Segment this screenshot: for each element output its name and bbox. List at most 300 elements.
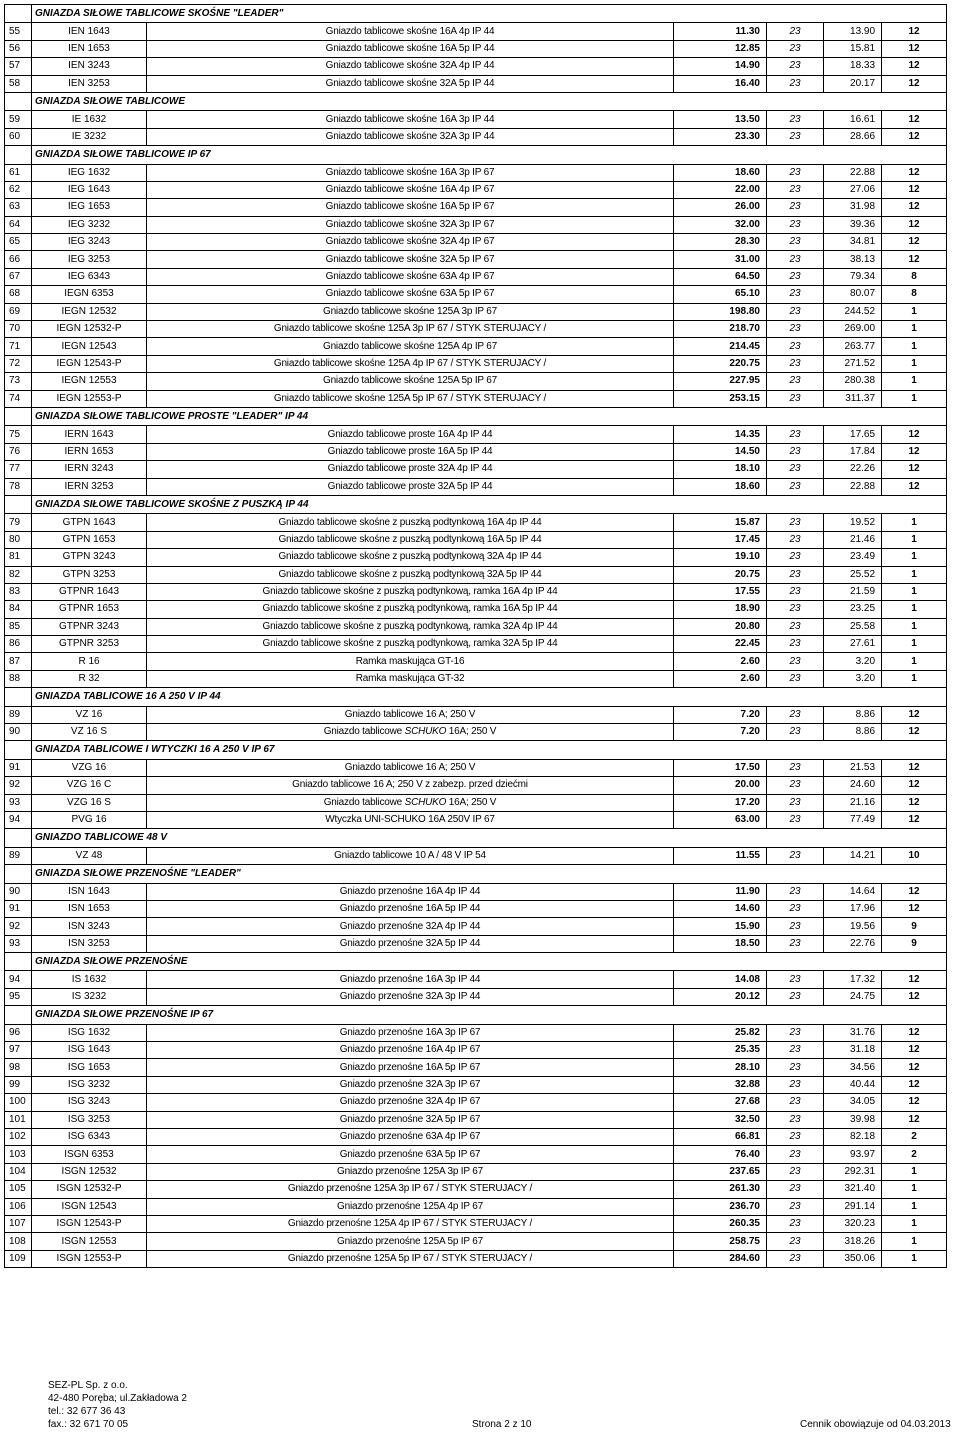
table-row	[5, 1059, 947, 1076]
section-spacer	[5, 829, 32, 847]
gross-price: 27.06	[824, 181, 882, 198]
package-qty: 1	[882, 1198, 947, 1215]
section-spacer	[5, 865, 32, 883]
product-code: ISG 1653	[32, 1059, 147, 1076]
product-description: Gniazdo tablicowe skośne 32A 3p IP 44	[147, 128, 674, 145]
net-price: 7.20	[674, 724, 767, 741]
product-description: Gniazdo tablicowe SCHUKO 16A; 250 V	[147, 794, 674, 811]
package-qty: 12	[882, 883, 947, 900]
footer-page-number: Strona 2 z 10	[472, 1419, 532, 1430]
net-price: 23.30	[674, 128, 767, 145]
gross-price: 24.60	[824, 777, 882, 794]
vat-rate: 23	[767, 75, 824, 92]
gross-price: 17.96	[824, 900, 882, 917]
row-number: 95	[5, 988, 32, 1005]
row-number: 109	[5, 1250, 32, 1267]
product-code: VZ 16 S	[32, 724, 147, 741]
row-number: 94	[5, 971, 32, 988]
net-price: 63.00	[674, 811, 767, 828]
vat-rate: 23	[767, 338, 824, 355]
package-qty: 9	[882, 935, 947, 952]
package-qty: 12	[882, 1094, 947, 1111]
footer-validity: Cennik obowiązuje od 04.03.2013	[800, 1419, 951, 1430]
row-number: 61	[5, 164, 32, 181]
product-description: Gniazdo tablicowe skośne 16A 5p IP 67	[147, 199, 674, 216]
section-header	[5, 829, 947, 847]
product-code: GTPNR 1653	[32, 601, 147, 618]
section-spacer	[5, 953, 32, 971]
product-code: ISGN 12553-P	[32, 1250, 147, 1267]
vat-rate: 23	[767, 514, 824, 531]
section-title: GNIAZDA SIŁOWE PRZENOŚNE IP 67	[32, 1006, 882, 1024]
product-code: IEGN 12543-P	[32, 355, 147, 372]
table-row	[5, 1042, 947, 1059]
product-code: ISN 1643	[32, 883, 147, 900]
table-row	[5, 777, 947, 794]
package-qty: 12	[882, 777, 947, 794]
gross-price: 19.56	[824, 918, 882, 935]
product-code: ISN 3253	[32, 935, 147, 952]
net-price: 7.20	[674, 706, 767, 723]
product-description: Gniazdo tablicowe proste 16A 5p IP 44	[147, 443, 674, 460]
net-price: 220.75	[674, 355, 767, 372]
gross-price: 321.40	[824, 1181, 882, 1198]
section-spacer	[882, 92, 947, 110]
package-qty: 8	[882, 268, 947, 285]
net-price: 28.10	[674, 1059, 767, 1076]
table-row	[5, 443, 947, 460]
product-code: IEGN 12532-P	[32, 321, 147, 338]
vat-rate: 23	[767, 1215, 824, 1232]
product-description: Gniazdo przenośne 125A 5p IP 67	[147, 1233, 674, 1250]
package-qty: 1	[882, 566, 947, 583]
section-header	[5, 741, 947, 759]
gross-price: 24.75	[824, 988, 882, 1005]
vat-rate: 23	[767, 181, 824, 198]
vat-rate: 23	[767, 461, 824, 478]
package-qty: 12	[882, 988, 947, 1005]
gross-price: 93.97	[824, 1146, 882, 1163]
gross-price: 8.86	[824, 724, 882, 741]
net-price: 284.60	[674, 1250, 767, 1267]
net-price: 32.88	[674, 1076, 767, 1093]
product-code: VZG 16 C	[32, 777, 147, 794]
section-spacer	[882, 5, 947, 23]
row-number: 89	[5, 706, 32, 723]
net-price: 11.90	[674, 883, 767, 900]
package-qty: 1	[882, 514, 947, 531]
section-title: GNIAZDA SIŁOWE TABLICOWE SKOŚNE "LEADER"	[32, 5, 882, 23]
net-price: 27.68	[674, 1094, 767, 1111]
net-price: 14.08	[674, 971, 767, 988]
row-number: 90	[5, 883, 32, 900]
vat-rate: 23	[767, 777, 824, 794]
product-description: Gniazdo przenośne 16A 3p IP 67	[147, 1024, 674, 1041]
gross-price: 19.52	[824, 514, 882, 531]
package-qty: 1	[882, 583, 947, 600]
product-code: IEGN 12532	[32, 303, 147, 320]
product-code: IEGN 12543	[32, 338, 147, 355]
package-qty: 12	[882, 1111, 947, 1128]
product-code: IEG 1653	[32, 199, 147, 216]
gross-price: 18.33	[824, 58, 882, 75]
product-description: Gniazdo przenośne 32A 3p IP 44	[147, 988, 674, 1005]
product-code: IEGN 12553	[32, 373, 147, 390]
gross-price: 269.00	[824, 321, 882, 338]
package-qty: 12	[882, 199, 947, 216]
row-number: 85	[5, 618, 32, 635]
product-description: Gniazdo tablicowe skośne z puszką podtynkową 16A 5p IP 44	[147, 531, 674, 548]
gross-price: 82.18	[824, 1129, 882, 1146]
row-number: 96	[5, 1024, 32, 1041]
row-number: 74	[5, 390, 32, 407]
product-code: IEGN 12553-P	[32, 390, 147, 407]
vat-rate: 23	[767, 268, 824, 285]
section-header	[5, 865, 947, 883]
row-number: 82	[5, 566, 32, 583]
package-qty: 1	[882, 1250, 947, 1267]
gross-price: 31.98	[824, 199, 882, 216]
gross-price: 34.05	[824, 1094, 882, 1111]
row-number: 79	[5, 514, 32, 531]
product-description: Gniazdo tablicowe skośne 32A 5p IP 67	[147, 251, 674, 268]
row-number: 66	[5, 251, 32, 268]
product-description: Gniazdo tablicowe skośne z puszką podtynkową, ramka 32A 5p IP 44	[147, 636, 674, 653]
row-number: 105	[5, 1181, 32, 1198]
table-row	[5, 1233, 947, 1250]
gross-price: 291.14	[824, 1198, 882, 1215]
product-description: Gniazdo tablicowe 10 A / 48 V IP 54	[147, 847, 674, 864]
table-row	[5, 216, 947, 233]
product-description: Ramka maskująca GT-16	[147, 653, 674, 670]
section-header	[5, 953, 947, 971]
product-description: Gniazdo tablicowe proste 32A 4p IP 44	[147, 461, 674, 478]
package-qty: 10	[882, 847, 947, 864]
vat-rate: 23	[767, 251, 824, 268]
row-number: 101	[5, 1111, 32, 1128]
row-number: 93	[5, 794, 32, 811]
gross-price: 14.21	[824, 847, 882, 864]
product-code: ISG 1632	[32, 1024, 147, 1041]
gross-price: 21.16	[824, 794, 882, 811]
price-table	[4, 4, 947, 1268]
product-code: ISGN 12532-P	[32, 1181, 147, 1198]
net-price: 32.50	[674, 1111, 767, 1128]
package-qty: 1	[882, 1215, 947, 1232]
product-code: IEG 3253	[32, 251, 147, 268]
product-code: R 32	[32, 670, 147, 687]
product-code: ISGN 12553	[32, 1233, 147, 1250]
package-qty: 12	[882, 75, 947, 92]
net-price: 20.00	[674, 777, 767, 794]
gross-price: 39.36	[824, 216, 882, 233]
net-price: 218.70	[674, 321, 767, 338]
product-description: Gniazdo tablicowe skośne z puszką podtynkową 32A 4p IP 44	[147, 549, 674, 566]
product-description: Gniazdo tablicowe skośne 16A 5p IP 44	[147, 40, 674, 57]
table-row	[5, 531, 947, 548]
vat-rate: 23	[767, 935, 824, 952]
product-code: IEN 1643	[32, 23, 147, 40]
net-price: 236.70	[674, 1198, 767, 1215]
gross-price: 311.37	[824, 390, 882, 407]
product-description: Gniazdo tablicowe skośne 16A 4p IP 67	[147, 181, 674, 198]
vat-rate: 23	[767, 566, 824, 583]
gross-price: 280.38	[824, 373, 882, 390]
product-description: Gniazdo tablicowe skośne z puszką podtynkową, ramka 16A 4p IP 44	[147, 583, 674, 600]
section-header	[5, 5, 947, 23]
row-number: 104	[5, 1163, 32, 1180]
product-code: ISG 3253	[32, 1111, 147, 1128]
net-price: 19.10	[674, 549, 767, 566]
vat-rate: 23	[767, 1042, 824, 1059]
section-spacer	[882, 495, 947, 513]
net-price: 17.55	[674, 583, 767, 600]
vat-rate: 23	[767, 1111, 824, 1128]
table-row	[5, 58, 947, 75]
gross-price: 34.56	[824, 1059, 882, 1076]
package-qty: 12	[882, 40, 947, 57]
net-price: 14.50	[674, 443, 767, 460]
table-row	[5, 40, 947, 57]
table-row	[5, 128, 947, 145]
gross-price: 17.32	[824, 971, 882, 988]
net-price: 17.20	[674, 794, 767, 811]
package-qty: 12	[882, 461, 947, 478]
net-price: 20.80	[674, 618, 767, 635]
section-spacer	[5, 5, 32, 23]
table-row	[5, 971, 947, 988]
net-price: 14.90	[674, 58, 767, 75]
package-qty: 1	[882, 601, 947, 618]
table-row	[5, 1146, 947, 1163]
row-number: 77	[5, 461, 32, 478]
vat-rate: 23	[767, 355, 824, 372]
product-description: Gniazdo tablicowe skośne z puszką podtynkową, ramka 32A 4p IP 44	[147, 618, 674, 635]
gross-price: 23.49	[824, 549, 882, 566]
package-qty: 12	[882, 794, 947, 811]
net-price: 28.30	[674, 234, 767, 251]
product-description: Gniazdo tablicowe 16 A; 250 V	[147, 759, 674, 776]
vat-rate: 23	[767, 216, 824, 233]
product-code: VZ 48	[32, 847, 147, 864]
net-price: 32.00	[674, 216, 767, 233]
gross-price: 80.07	[824, 286, 882, 303]
price-list	[4, 4, 946, 1268]
row-number: 60	[5, 128, 32, 145]
row-number: 68	[5, 286, 32, 303]
table-row	[5, 390, 947, 407]
product-description: Gniazdo przenośne 125A 3p IP 67	[147, 1163, 674, 1180]
row-number: 107	[5, 1215, 32, 1232]
package-qty: 12	[882, 724, 947, 741]
gross-price: 15.81	[824, 40, 882, 57]
table-row	[5, 199, 947, 216]
section-title: GNIAZDA TABLICOWE I WTYCZKI 16 A 250 V IP 67	[32, 741, 882, 759]
product-code: VZ 16	[32, 706, 147, 723]
footer-phone: tel.: 32 677 36 43	[48, 1406, 126, 1417]
product-description: Gniazdo tablicowe skośne 32A 4p IP 44	[147, 58, 674, 75]
vat-rate: 23	[767, 636, 824, 653]
gross-price: 263.77	[824, 338, 882, 355]
gross-price: 22.88	[824, 164, 882, 181]
row-number: 63	[5, 199, 32, 216]
gross-price: 292.31	[824, 1163, 882, 1180]
package-qty: 1	[882, 321, 947, 338]
vat-rate: 23	[767, 40, 824, 57]
row-number: 65	[5, 234, 32, 251]
product-description: Gniazdo przenośne 32A 4p IP 67	[147, 1094, 674, 1111]
package-qty: 1	[882, 1181, 947, 1198]
package-qty: 1	[882, 373, 947, 390]
table-row	[5, 724, 947, 741]
row-number: 71	[5, 338, 32, 355]
section-spacer	[882, 829, 947, 847]
row-number: 91	[5, 900, 32, 917]
table-row	[5, 1024, 947, 1041]
vat-rate: 23	[767, 321, 824, 338]
table-row	[5, 1129, 947, 1146]
product-code: IEG 3243	[32, 234, 147, 251]
product-code: ISGN 12532	[32, 1163, 147, 1180]
section-title: GNIAZDA SIŁOWE TABLICOWE SKOŚNE Z PUSZKĄ IP 44	[32, 495, 882, 513]
vat-rate: 23	[767, 1250, 824, 1267]
section-header	[5, 1006, 947, 1024]
product-description: Gniazdo przenośne 125A 4p IP 67 / STYK STERUJACY /	[147, 1215, 674, 1232]
product-code: IE 1632	[32, 111, 147, 128]
product-code: IS 1632	[32, 971, 147, 988]
table-row	[5, 566, 947, 583]
net-price: 20.12	[674, 988, 767, 1005]
product-description: Gniazdo przenośne 16A 4p IP 67	[147, 1042, 674, 1059]
section-title: GNIAZDA SIŁOWE PRZENOŚNE	[32, 953, 882, 971]
net-price: 15.90	[674, 918, 767, 935]
product-code: VZG 16	[32, 759, 147, 776]
gross-price: 22.88	[824, 478, 882, 495]
product-code: IEG 1632	[32, 164, 147, 181]
net-price: 237.65	[674, 1163, 767, 1180]
product-description: Gniazdo tablicowe proste 32A 5p IP 44	[147, 478, 674, 495]
vat-rate: 23	[767, 1024, 824, 1041]
product-description: Gniazdo przenośne 16A 3p IP 44	[147, 971, 674, 988]
package-qty: 12	[882, 234, 947, 251]
package-qty: 1	[882, 670, 947, 687]
table-row	[5, 794, 947, 811]
section-spacer	[5, 1006, 32, 1024]
row-number: 55	[5, 23, 32, 40]
row-number: 58	[5, 75, 32, 92]
net-price: 25.35	[674, 1042, 767, 1059]
vat-rate: 23	[767, 724, 824, 741]
gross-price: 14.64	[824, 883, 882, 900]
row-number: 80	[5, 531, 32, 548]
product-description: Gniazdo tablicowe skośne 125A 3p IP 67	[147, 303, 674, 320]
product-description: Gniazdo przenośne 125A 4p IP 67	[147, 1198, 674, 1215]
package-qty: 2	[882, 1146, 947, 1163]
product-code: ISN 3243	[32, 918, 147, 935]
product-description: Gniazdo tablicowe SCHUKO 16A; 250 V	[147, 724, 674, 741]
footer-address: 42-480 Poręba; ul.Zakładowa 2	[48, 1393, 187, 1404]
gross-price: 3.20	[824, 653, 882, 670]
product-code: ISN 1653	[32, 900, 147, 917]
vat-rate: 23	[767, 478, 824, 495]
product-code: IEN 1653	[32, 40, 147, 57]
vat-rate: 23	[767, 1233, 824, 1250]
product-description: Gniazdo tablicowe skośne 63A 5p IP 67	[147, 286, 674, 303]
table-row	[5, 181, 947, 198]
section-spacer	[882, 146, 947, 164]
row-number: 69	[5, 303, 32, 320]
net-price: 13.50	[674, 111, 767, 128]
section-spacer	[882, 953, 947, 971]
product-description: Gniazdo przenośne 16A 4p IP 44	[147, 883, 674, 900]
package-qty: 12	[882, 23, 947, 40]
table-row	[5, 514, 947, 531]
net-price: 198.80	[674, 303, 767, 320]
row-number: 83	[5, 583, 32, 600]
vat-rate: 23	[767, 373, 824, 390]
package-qty: 12	[882, 251, 947, 268]
package-qty: 12	[882, 58, 947, 75]
section-title: GNIAZDA SIŁOWE TABLICOWE PROSTE "LEADER" IP 44	[32, 407, 882, 425]
product-code: R 16	[32, 653, 147, 670]
product-code: GTPN 1643	[32, 514, 147, 531]
gross-price: 79.34	[824, 268, 882, 285]
net-price: 22.45	[674, 636, 767, 653]
table-row	[5, 164, 947, 181]
section-spacer	[882, 741, 947, 759]
package-qty: 12	[882, 971, 947, 988]
section-spacer	[882, 865, 947, 883]
product-description: Gniazdo tablicowe skośne 125A 5p IP 67 / STYK STERUJACY /	[147, 390, 674, 407]
package-qty: 1	[882, 618, 947, 635]
section-header	[5, 407, 947, 425]
product-code: IEN 3253	[32, 75, 147, 92]
product-description: Gniazdo tablicowe skośne 16A 3p IP 67	[147, 164, 674, 181]
page-footer	[0, 1380, 960, 1433]
net-price: 18.60	[674, 478, 767, 495]
package-qty: 12	[882, 164, 947, 181]
vat-rate: 23	[767, 303, 824, 320]
row-number: 97	[5, 1042, 32, 1059]
product-code: VZG 16 S	[32, 794, 147, 811]
product-code: ISGN 12543-P	[32, 1215, 147, 1232]
row-number: 57	[5, 58, 32, 75]
package-qty: 9	[882, 918, 947, 935]
product-code: IERN 3243	[32, 461, 147, 478]
table-row	[5, 303, 947, 320]
section-header	[5, 92, 947, 110]
gross-price: 20.17	[824, 75, 882, 92]
product-description: Gniazdo tablicowe 16 A; 250 V	[147, 706, 674, 723]
row-number: 98	[5, 1059, 32, 1076]
package-qty: 12	[882, 1042, 947, 1059]
row-number: 92	[5, 777, 32, 794]
section-spacer	[882, 407, 947, 425]
product-description: Gniazdo tablicowe proste 16A 4p IP 44	[147, 426, 674, 443]
section-spacer	[882, 1006, 947, 1024]
table-row	[5, 321, 947, 338]
section-spacer	[5, 146, 32, 164]
package-qty: 1	[882, 1233, 947, 1250]
vat-rate: 23	[767, 601, 824, 618]
product-code: ISG 3232	[32, 1076, 147, 1093]
vat-rate: 23	[767, 900, 824, 917]
gross-price: 8.86	[824, 706, 882, 723]
table-row	[5, 618, 947, 635]
package-qty: 1	[882, 636, 947, 653]
vat-rate: 23	[767, 1198, 824, 1215]
product-description: Gniazdo tablicowe skośne z puszką podtynkową 16A 4p IP 44	[147, 514, 674, 531]
